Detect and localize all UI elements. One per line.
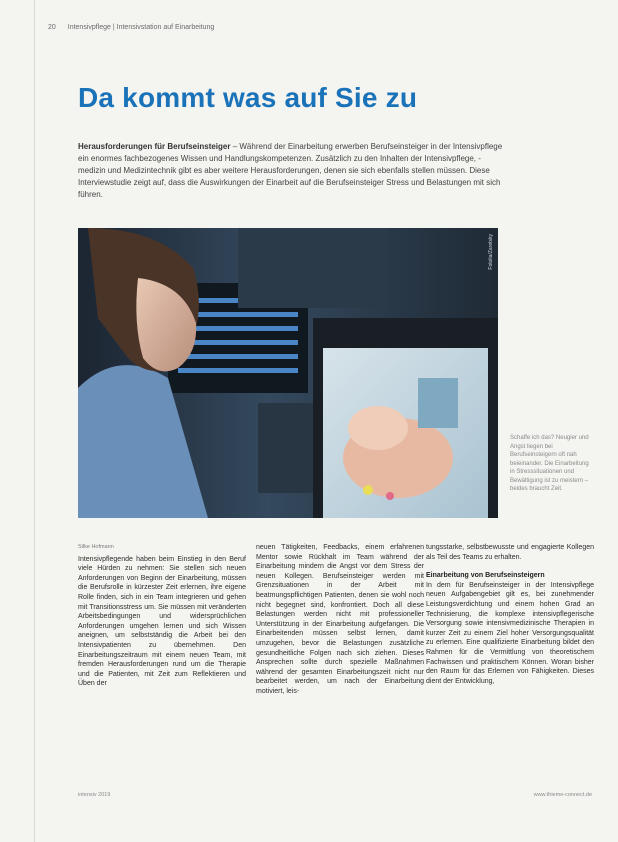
footer-left: intensiv 2019 (78, 792, 111, 798)
text-column-1 (78, 543, 246, 689)
intro-text: – Während der Einarbeitung erwerben Berufseinsteiger in der Intensivpflege ein enormes fachbezogenes Wissen und Handlungskompetenzen. Zusätzlich zu den Inhalten der Intensivpflege, -medizin und Medizintechnik gibt es aber weitere Herausforderungen, denen sie sich ebenfalls stellen müssen. Diese Interviewstudie zeigt auf, dass die Auswirkungen der Einarbeit auf die Berufseinsteiger Stress und Belastungen mit sich führen. (78, 142, 503, 199)
page-fold (34, 0, 35, 842)
column-3-intro: tungsstarke, selbstbewusste und engagierte Kollegen als Teil des Teams zu erhalten. (426, 544, 594, 561)
article-photo (78, 228, 498, 518)
text-column-2 (256, 543, 424, 697)
author-byline: Silke Hofmann (78, 544, 114, 550)
text-column-3 (426, 543, 594, 686)
running-header (48, 24, 214, 31)
footer-right: www.thieme-connect.de (533, 792, 592, 798)
page-number: 20 (48, 24, 56, 31)
photo-credit: Fotolia/Zaretsky (488, 234, 494, 270)
column-3-body: In dem für Berufseinsteiger in der Intensivpflege neuen Aufgabengebiet gilt es, bei zunehmender Leistungsverdichtung und einem hohen Grad an Technisierung, die komplexe intensivpflegerische Versorgung sowie intensivmedizinische Therapien in kurzer Zeit zu einem Ziel hoher Versorgungsqualität zu erlernen. Eine qualifizierte Einarbeitung bildet den Rahmen für die Vermittlung von theoretischem Fachwissen und praktischem Können. Woran bisher den Raum für das Erlernen von Fähigkeiten. Dieses dient der Entwicklung, (426, 581, 594, 685)
intro-lead: Herausforderungen für Berufseinsteiger (78, 142, 231, 151)
photo-caption: Schaffe ich das? Neugier und Angst liegen bei Berufseinsteigern oft nah beieinander. Die Einarbeitung in Stresssituationen und Bewältigung ist zu meistern – beides braucht Zeit. (510, 435, 589, 492)
column-1-text: Intensivpflegende haben beim Einstieg in den Beruf viele Hürden zu nehmen: Sie stellen sich neuen Anforderungen von Beginn der Einarbeitung, müssen die Berufsrolle in kürzester Zeit erlernen, ihre eigene Rolle finden, sich in ein Team integrieren und gehen mit Transitionsstress um. Sie müssen mit veränderten Arbeitsbedingungen und widersprüchlichen Anforderungen umgehen lernen und sich Wissen aneignen, um selbstständig die Arbeit bei den Intensivpatienten zu übernehmen. Den Einarbeitungszeitraum mit einem neuen Team, mit fremden Herausforderungen rund um die Therapie und die Patienten, mit Zeit zum Reflektieren und Üben der (78, 555, 246, 688)
article-title: Da kommt was auf Sie zu (78, 82, 418, 113)
breadcrumb: Intensivpflege | Intensivstation auf Einarbeitung (67, 24, 215, 31)
photo-illustration (78, 228, 498, 518)
section-heading: Einarbeitung von Berufseinsteigern (426, 572, 545, 580)
article-intro (78, 141, 503, 201)
column-2-text: neuen Tätigkeiten, Feedbacks, einem erfahrenen Mentor sowie Rückhalt im Team während der Einarbeitung mindern die Angst vor dem Stress der neuen Kollegen. Berufseinsteiger werden mit Grenzsituationen in der Arbeit mit beatmungspflichtigen Patienten, denen sie wohl noch nicht begegnet sind, konfrontiert. Doch all diese Belastungen werden nicht mit professioneller Unterstützung in der Einarbeitung aufgefangen. Die Einarbeitenden müssen selbst lernen, damit umzugehen, bevor die Belastungen zusätzliche gesundheitliche Folgen nach sich ziehen. Dieses Ansprechen sollte durch spezielle Maßnahmen während der gesamten Einarbeitungszeit nicht nur bearbeitet werden, um nach der Einarbeitung motiviert, leis- (256, 544, 424, 695)
